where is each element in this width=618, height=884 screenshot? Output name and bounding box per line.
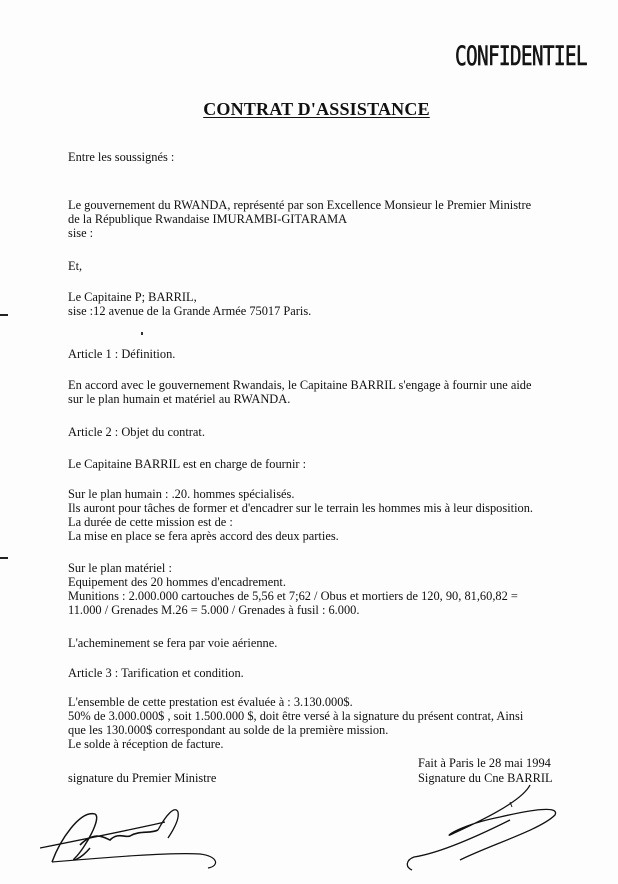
margin-mark xyxy=(0,557,8,559)
pricing-line-3: que les 130.000$ correspondant au solde de la première mission. xyxy=(68,723,389,737)
party2-line-2: sise :12 avenue de la Grande Armée 75017 Paris. xyxy=(68,304,312,318)
human-line-1: Sur le plan humain : .20. hommes spécialisés. xyxy=(68,487,295,501)
article1-line-2: sur le plan humain et matériel au RWANDA. xyxy=(68,392,291,406)
ink-speck xyxy=(141,332,143,335)
party1-line-3: sise : xyxy=(68,226,94,240)
party1-line-1: Le gouvernement du RWANDA, représenté par son Excellence Monsieur le Premier Ministre xyxy=(68,198,532,212)
material-line-1: Sur le plan matériel : xyxy=(68,561,172,575)
pricing-line-4: Le solde à réception de facture. xyxy=(68,737,224,751)
intro-text: Entre les soussignés : xyxy=(68,150,175,164)
article1-line-1: En accord avec le gouvernement Rwandais, le Capitaine BARRIL s'engage à fournir une aide xyxy=(68,378,532,392)
left-signature-label: signature du Premier Ministre xyxy=(68,771,217,785)
human-line-3: La durée de cette mission est de : xyxy=(68,515,233,529)
party1-line-2: de la République Rwandaise IMURAMBI-GITARAMA xyxy=(68,212,348,226)
material-line-3: Munitions : 2.000.000 cartouches de 5,56 et 7;62 / Obus et mortiers de 120, 90, 81,60,82 = xyxy=(68,589,518,603)
and-text: Et, xyxy=(68,259,83,273)
prime-minister-signature xyxy=(40,800,230,870)
human-line-2: Ils auront pour tâches de former et d'encadrer sur le terrain les hommes mis à leur disposition. xyxy=(68,501,534,515)
pricing-line-1: L'ensemble de cette prestation est évaluée à : 3.130.000$. xyxy=(68,695,353,709)
document-title: CONTRAT D'ASSISTANCE xyxy=(203,99,430,119)
place-date: Fait à Paris le 28 mai 1994 xyxy=(418,756,551,770)
article2-intro: Le Capitaine BARRIL est en charge de fournir : xyxy=(68,457,307,471)
pricing-line-2: 50% de 3.000.000$ , soit 1.500.000 $, doit être versé à la signature du présent contrat, Ainsi xyxy=(68,709,524,723)
material-line-2: Equipement des 20 hommes d'encadrement. xyxy=(68,575,286,589)
transport-line: L'acheminement se fera par voie aérienne. xyxy=(68,636,278,650)
article1-heading: Article 1 : Définition. xyxy=(68,347,176,361)
human-line-4: La mise en place se fera après accord des deux parties. xyxy=(68,529,339,543)
margin-mark xyxy=(0,314,8,316)
confidential-stamp: CONFIDENTIEL xyxy=(455,41,587,72)
party2-line-1: Le Capitaine P; BARRIL, xyxy=(68,290,197,304)
right-signature-label: Signature du Cne BARRIL xyxy=(418,771,553,785)
barril-signature xyxy=(400,775,570,875)
article3-heading: Article 3 : Tarification et condition. xyxy=(68,666,244,680)
article2-heading: Article 2 : Objet du contrat. xyxy=(68,425,205,439)
material-line-4: 11.000 / Grenades M.26 = 5.000 / Grenades à fusil : 6.000. xyxy=(68,603,360,617)
